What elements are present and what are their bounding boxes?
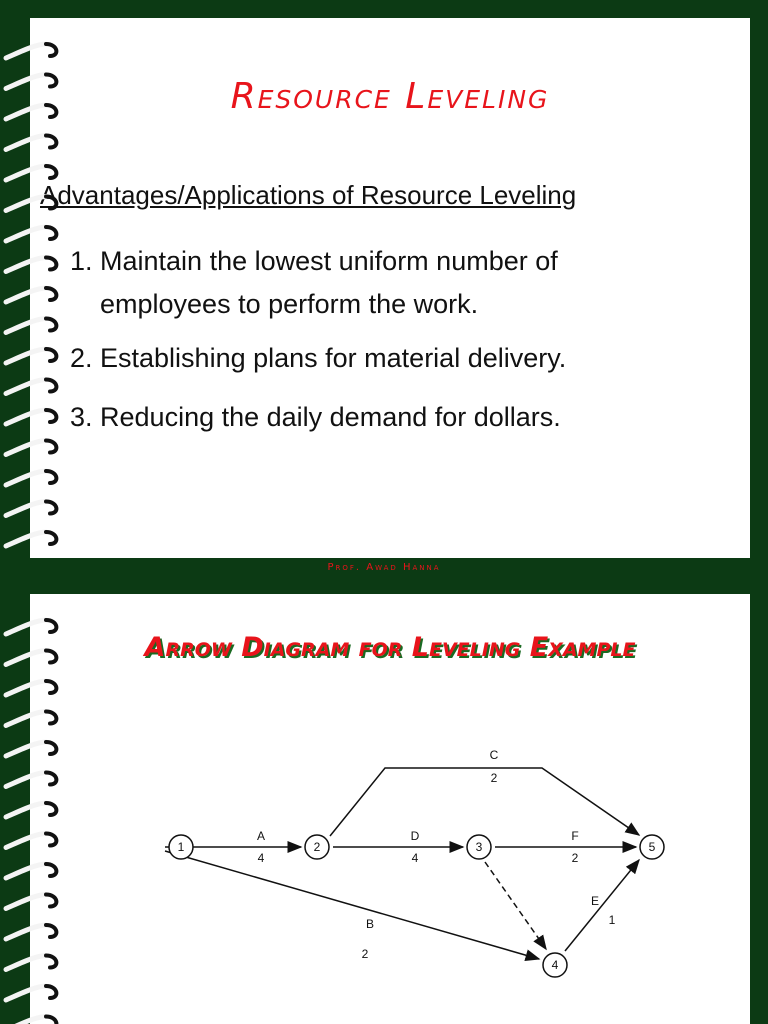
- slide-title: Resource Leveling: [230, 76, 550, 117]
- svg-text:3: 3: [475, 840, 483, 854]
- binding-ring-icon: [6, 471, 56, 485]
- label-f-duration: 2: [571, 851, 579, 865]
- svg-text:2: 2: [313, 840, 321, 854]
- edge-b: [165, 851, 539, 959]
- binding-ring-icon: [6, 834, 56, 848]
- node-3: [467, 835, 491, 859]
- label-e-name: E: [590, 894, 600, 908]
- binding-ring-icon: [6, 105, 56, 119]
- slide-resource-leveling: [30, 18, 750, 558]
- binding-ring-icon: [6, 651, 56, 665]
- label-d-duration: 4: [411, 851, 419, 865]
- slide-arrow-diagram: [30, 594, 750, 1024]
- binding-ring-icon: [6, 712, 56, 726]
- binding-ring-icon: [6, 44, 56, 58]
- label-b-name: B: [365, 917, 375, 931]
- binding-ring-icon: [6, 319, 56, 333]
- node-1: [169, 835, 193, 859]
- svg-text:4: 4: [551, 958, 559, 972]
- binding-ring-icon: [6, 742, 56, 756]
- svg-text:1: 1: [177, 840, 185, 854]
- list-item-1-line2: employees to perform the work.: [100, 289, 479, 319]
- node-2: [305, 835, 329, 859]
- label-a-name: A: [256, 829, 266, 843]
- slide-subheading: Advantages/Applications of Resource Leveling: [40, 180, 577, 210]
- list-item-1: [70, 240, 690, 326]
- arrow-diagram: [125, 729, 685, 989]
- binding-ring-icon: [6, 166, 56, 180]
- node-4: [543, 953, 567, 977]
- binding-ring-icon: [6, 288, 56, 302]
- label-a-duration: 4: [257, 851, 265, 865]
- label-c-name: C: [489, 748, 499, 762]
- footer-author: Prof. Awad Hanna: [327, 562, 441, 573]
- svg-text:5: 5: [648, 840, 656, 854]
- label-c-duration: 2: [490, 771, 498, 785]
- binding-ring-icon: [6, 1017, 56, 1024]
- binding-ring-icon: [6, 441, 56, 455]
- binding-ring-icon: [6, 620, 56, 634]
- slide-title: Arrow Diagram for Leveling Example: [144, 632, 636, 663]
- label-f-name: F: [571, 829, 579, 843]
- binding-ring-icon: [6, 502, 56, 516]
- label-b-duration: 2: [361, 947, 369, 961]
- label-e-duration: 1: [608, 913, 616, 927]
- binding-ring-icon: [6, 75, 56, 89]
- binding-ring-icon: [6, 532, 56, 546]
- binding-ring-icon: [6, 227, 56, 241]
- binding-ring-icon: [6, 925, 56, 939]
- binding-ring-icon: [6, 410, 56, 424]
- edge-dummy: [485, 862, 546, 949]
- spiral-binding-icon: [0, 18, 70, 578]
- list-item-1-line1: 1. Maintain the lowest uniform number of: [70, 246, 558, 276]
- binding-ring-icon: [6, 136, 56, 150]
- edge-e: [565, 860, 639, 951]
- binding-ring-icon: [6, 864, 56, 878]
- binding-ring-icon: [6, 197, 56, 211]
- edge-c: [330, 768, 639, 836]
- binding-ring-icon: [6, 380, 56, 394]
- binding-ring-icon: [6, 895, 56, 909]
- node-5: [640, 835, 664, 859]
- binding-ring-icon: [6, 986, 56, 1000]
- list-item-3: 3. Reducing the daily demand for dollars.: [70, 402, 561, 432]
- binding-ring-icon: [6, 773, 56, 787]
- label-d-name: D: [410, 829, 420, 843]
- binding-ring-icon: [6, 258, 56, 272]
- spiral-binding-icon: [0, 594, 70, 1024]
- binding-ring-icon: [6, 349, 56, 363]
- binding-ring-icon: [6, 956, 56, 970]
- binding-ring-icon: [6, 681, 56, 695]
- binding-ring-icon: [6, 803, 56, 817]
- list-item-2: 2. Establishing plans for material delivery.: [70, 343, 567, 373]
